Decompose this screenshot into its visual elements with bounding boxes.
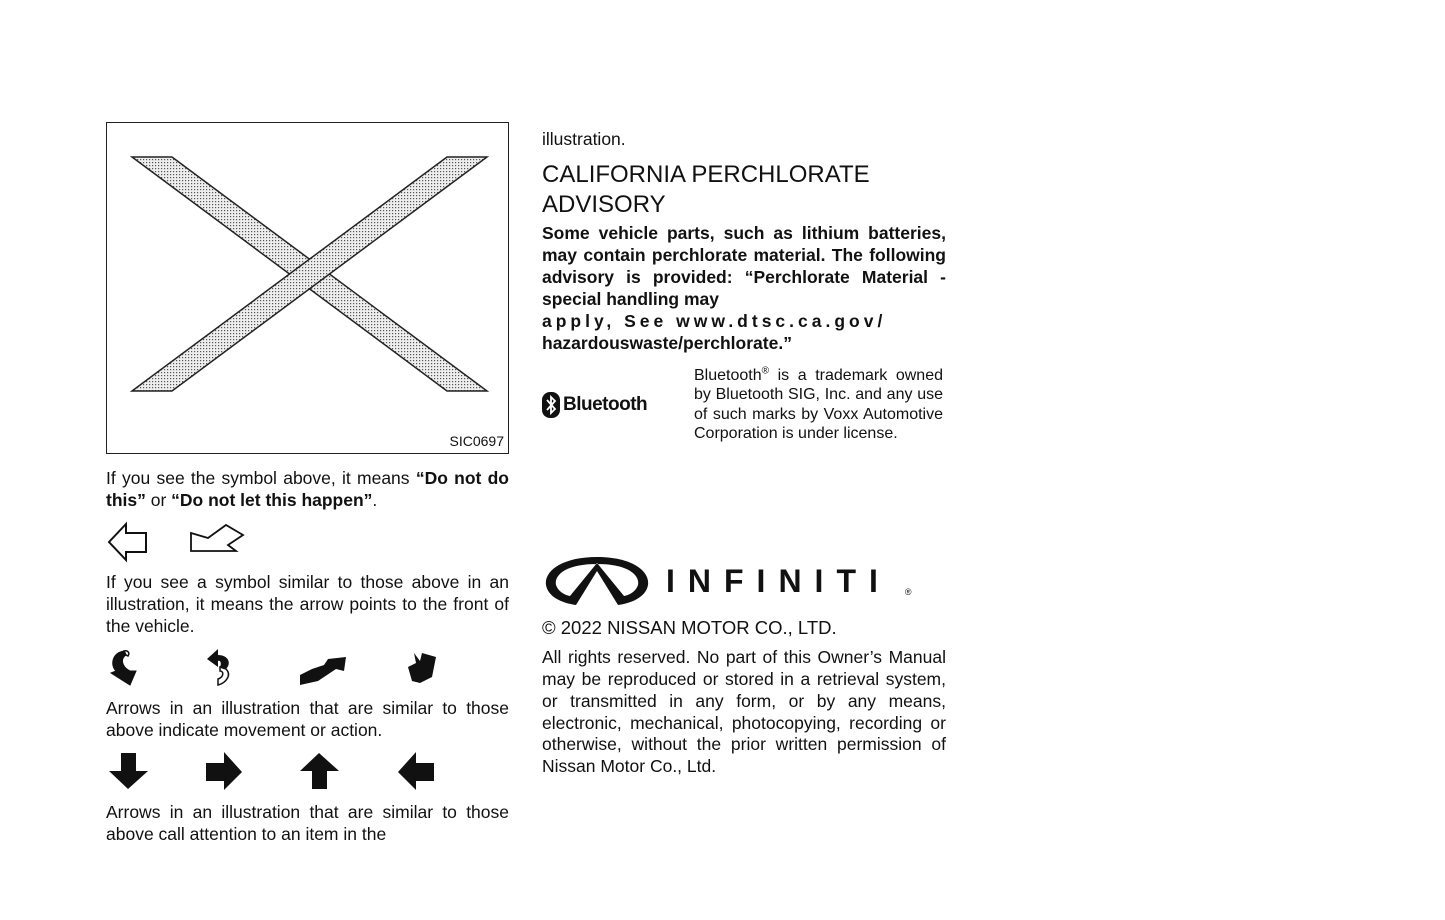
movement-arrow-symbols — [106, 647, 509, 689]
attention-arrow-symbols — [106, 751, 509, 793]
x-mark-icon — [107, 123, 508, 453]
rights-paragraph: All rights reserved. No part of this Owner’s Manual may be reproduced or stored in a retrieval system, or transmitted in any form, or by any means, electronic, mechanical, photocopying, recording or otherwise, without the prior written permission of Nissan Motor Co., Ltd. — [542, 647, 946, 777]
front-arrow-symbols — [106, 521, 509, 563]
right-column — [542, 128, 946, 778]
attention-arrow-paragraph: Arrows in an illustration that are similar to those above call attention to an item in the — [106, 802, 509, 844]
do-not-paragraph: If you see the symbol above, it means “Do not do this” or “Do not let this happen”. — [106, 468, 509, 510]
advisory-url-end: hazardouswaste/perchlorate.” — [542, 333, 792, 353]
diagonal-arrow-icon — [298, 647, 348, 689]
infiniti-logo: INFINITI ® — [542, 553, 946, 609]
perchlorate-advisory: Some vehicle parts, such as lithium batteries, may contain perchlorate material. The following advisory is provided: “Perchlorate Material - special handling may apply, See www.dtsc.ca.gov/ hazardouswaste/perchlorate.” — [542, 223, 946, 353]
bent-arrow-icon — [406, 647, 438, 689]
left-column — [106, 122, 509, 845]
bluetooth-trademark-note: Bluetooth® is a trademark owned by Bluetooth SIG, Inc. and any use of such marks by Voxx Automotive Corporation is under license. — [694, 365, 943, 442]
infiniti-emblem-icon — [542, 553, 652, 609]
front-arrow-outline-icon — [106, 521, 150, 563]
copyright: © 2022 NISSAN MOTOR CO., LTD. — [542, 617, 837, 639]
figure-code: SIC0697 — [449, 433, 504, 449]
arrow-left-icon — [396, 751, 438, 793]
bluetooth-section — [542, 366, 946, 443]
front-arrow-paragraph: If you see a symbol similar to those above in an illustration, it means the arrow points to the front of the vehicle. — [106, 572, 509, 636]
arrow-right-icon — [204, 751, 246, 793]
arrow-down-icon — [108, 751, 150, 793]
advisory-url-line: apply, See www.dtsc.ca.gov/ — [542, 311, 887, 331]
curved-arrow-down-icon — [108, 647, 140, 689]
bluetooth-logo: Bluetooth — [542, 392, 682, 418]
arrow-up-icon — [299, 751, 341, 793]
movement-arrow-paragraph: Arrows in an illustration that are similar to those above indicate movement or action. — [106, 698, 509, 740]
perchlorate-heading: CALIFORNIA PERCHLORATE ADVISORY — [542, 161, 870, 218]
do-not-symbol-figure — [106, 122, 509, 454]
front-arrow-perspective-icon — [188, 521, 248, 563]
continued-text: illustration. — [542, 129, 626, 149]
curved-arrow-up-icon — [204, 647, 236, 689]
bluetooth-icon — [542, 392, 560, 418]
